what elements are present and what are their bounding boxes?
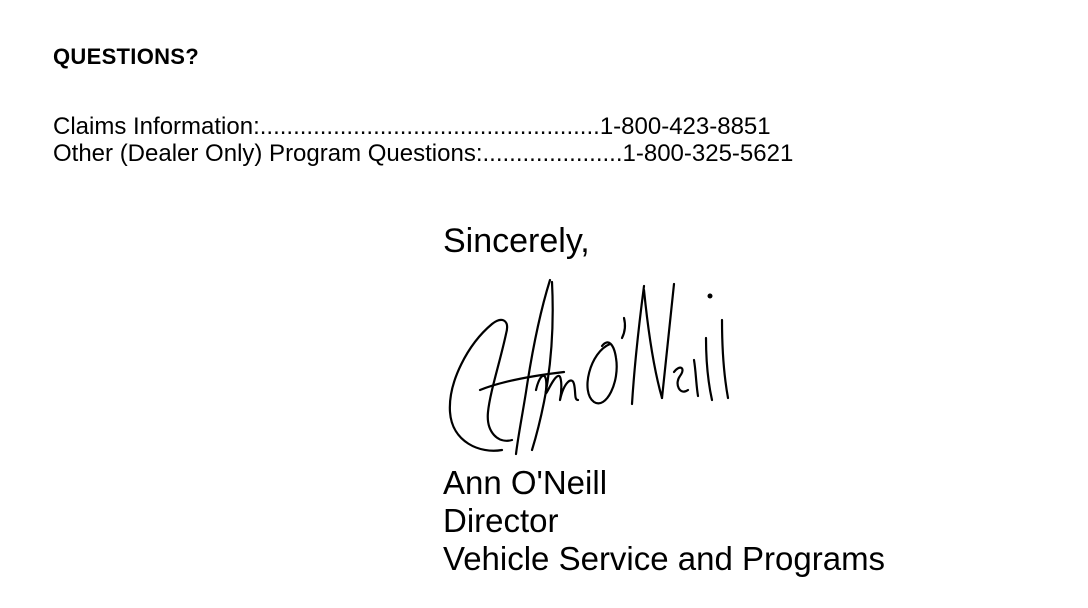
contact-row-claims: [53, 113, 771, 141]
signer-department: Vehicle Service and Programs: [443, 540, 886, 577]
handwritten-signature-icon: [440, 272, 740, 462]
questions-heading: QUESTIONS?: [53, 44, 200, 69]
contact-row-program: [53, 140, 793, 168]
signer-name: Ann O'Neill: [443, 464, 608, 501]
dot-leader: .....................: [482, 140, 623, 167]
dot-leader: ...................................................: [259, 113, 600, 140]
contact-label: Other (Dealer Only) Program Questions:: [53, 140, 483, 167]
signer-block: [443, 464, 885, 578]
contact-phone: 1-800-423-8851: [599, 113, 771, 140]
closing-salutation: Sincerely,: [443, 222, 590, 260]
contact-phone: 1-800-325-5621: [622, 140, 794, 167]
signer-title: Director: [443, 502, 559, 539]
contact-label: Claims Information:: [53, 113, 260, 140]
